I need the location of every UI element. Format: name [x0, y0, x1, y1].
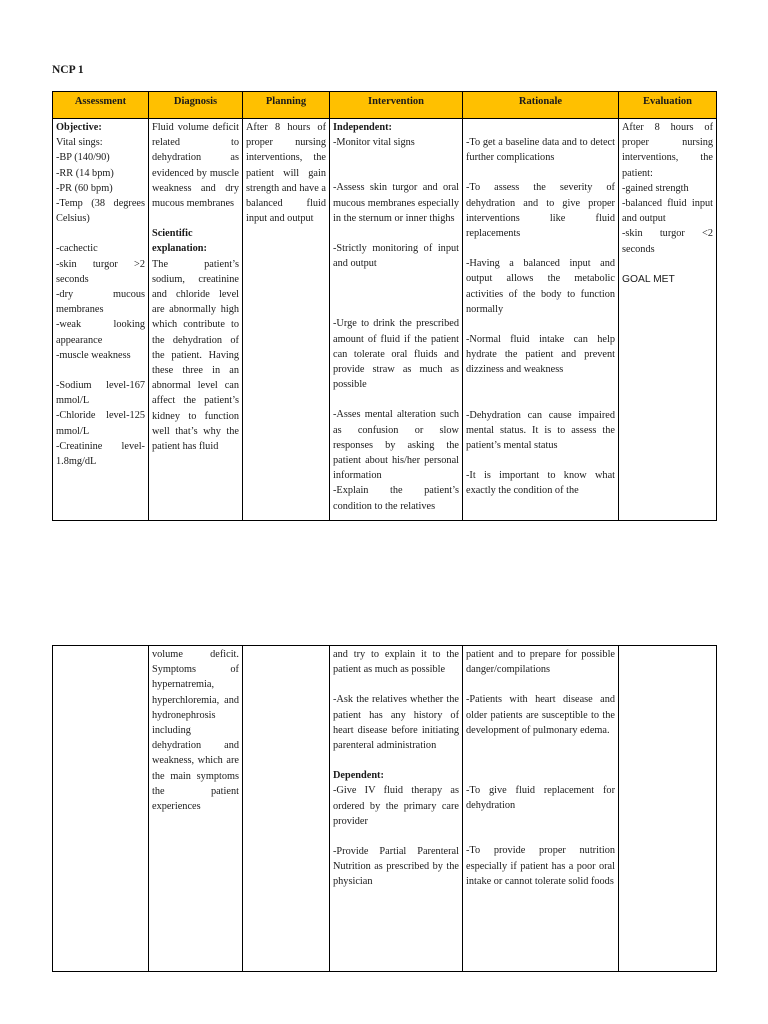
rationale-cell-continued: [463, 646, 619, 972]
scientific-explanation-text-continued: volume deficit. Symptoms of hypernatremia, hyperchloremia, and hydronephrosis including dehydration and weakness, which are the main symptoms the patient experiences: [152, 649, 239, 813]
evaluation-line: -gained strength: [622, 182, 689, 194]
rationale-item: -To provide proper nutrition especially if patient has a poor oral intake or cannot tolerate solid foods: [466, 845, 615, 887]
rationale-item: -To give fluid replacement for dehydration: [466, 785, 615, 812]
rationale-cell: [463, 119, 619, 521]
vital-signs-label: Vital sings:: [56, 137, 103, 149]
header-intervention: Intervention: [330, 92, 463, 119]
ncp-table-page-1: [52, 91, 717, 521]
assessment-cell: [53, 119, 149, 521]
header-diagnosis: Diagnosis: [149, 92, 243, 119]
assessment-line: -Sodium level-167 mmol/L: [56, 380, 145, 407]
rationale-item: -It is important to know what exactly the condition of the: [466, 470, 615, 497]
planning-cell: [243, 119, 330, 521]
rationale-item: -Normal fluid intake can help hydrate the patient and prevent dizziness and weakness: [466, 334, 615, 376]
rationale-item: -Having a balanced input and output allows the metabolic activities of the body to function normally: [466, 258, 615, 315]
diagnosis-text: Fluid volume deficit related to dehydration as evidenced by muscle weakness and dry mucous membranes: [152, 122, 239, 210]
evaluation-line: -skin turgor <2 seconds: [622, 228, 713, 255]
assessment-line: -RR (14 bpm): [56, 167, 114, 179]
rationale-item: -To get a baseline data and to detect further complications: [466, 137, 615, 164]
planning-cell-continued: [243, 646, 330, 972]
evaluation-cell-continued: [619, 646, 717, 972]
header-evaluation: Evaluation: [619, 92, 717, 119]
assessment-line: -weak looking appearance: [56, 319, 145, 346]
intervention-cell: [330, 119, 463, 521]
assessment-line: -muscle weakness: [56, 349, 131, 361]
intervention-item: -Explain the patient’s condition to the relatives: [333, 485, 459, 512]
assessment-line: -BP (140/90): [56, 152, 110, 164]
evaluation-intro: After 8 hours of proper nursing interventions, the patient:: [622, 122, 713, 179]
table-row: [53, 119, 717, 521]
evaluation-line: -balanced fluid input and output: [622, 198, 713, 225]
assessment-line: -Temp (38 degrees Celsius): [56, 198, 145, 225]
intervention-item: -Urge to drink the prescribed amount of fluid if the patient can tolerate oral fluids and provide straw as much as possible: [333, 318, 459, 391]
header-planning: Planning: [243, 92, 330, 119]
header-rationale: Rationale: [463, 92, 619, 119]
objective-heading: Objective:: [56, 122, 102, 133]
page-title: NCP 1: [52, 64, 84, 76]
dependent-heading: Dependent:: [333, 770, 384, 782]
intervention-item: -Monitor vital signs: [333, 137, 415, 149]
goal-met-text: GOAL MET: [622, 273, 675, 285]
scientific-explanation-heading: Scientific explanation:: [152, 228, 207, 255]
rationale-item: -Dehydration can cause impaired mental status. It is to assess the patient’s mental status: [466, 409, 615, 452]
rationale-item: -Patients with heart disease and older patients are susceptible to the development of pulmonary edema.: [466, 694, 615, 736]
rationale-item-continued: patient and to prepare for possible danger/compilations: [466, 649, 615, 676]
assessment-line: -PR (60 bpm): [56, 182, 113, 194]
header-assessment: Assessment: [53, 92, 149, 119]
intervention-cell-continued: [330, 646, 463, 972]
planning-text: After 8 hours of proper nursing interventions, the patient will gain strength and have a balanced fluid input and output: [246, 122, 326, 225]
intervention-item: -Assess skin turgor and oral mucous membranes especially in the sternum or inner thighs: [333, 182, 459, 224]
intervention-item-continued: and try to explain it to the patient as much as possible: [333, 649, 459, 676]
intervention-item: -Strictly monitoring of input and output: [333, 243, 459, 270]
intervention-item: -Provide Partial Parenteral Nutrition as prescribed by the physician: [333, 846, 459, 888]
assessment-line: -Chloride level-125 mmol/L: [56, 410, 145, 437]
assessment-cell-continued: [53, 646, 149, 972]
assessment-line: -skin turgor >2 seconds: [56, 258, 145, 285]
intervention-item: -Ask the relatives whether the patient has any history of heart disease before initiating parenteral administration: [333, 694, 459, 752]
table-row: [53, 646, 717, 972]
rationale-item: -To assess the severity of dehydration and to give proper interventions like fluid replacements: [466, 182, 615, 240]
assessment-line: -dry mucous membranes: [56, 289, 145, 316]
intervention-item: -Asses mental alteration such as confusion or slow responses by asking the patient about his/her personal information: [333, 409, 459, 482]
independent-heading: Independent:: [333, 122, 392, 133]
intervention-item: -Give IV fluid therapy as ordered by the primary care provider: [333, 785, 459, 827]
scientific-explanation-text: The patient’s sodium, creatinine and chloride level are abnormally high which contribute to the dehydration of the patient. Having these three in an abnormal level can affect the patient’s kidney to function well that’s why the patient has fluid: [152, 258, 239, 453]
ncp-table-page-2: [52, 645, 717, 972]
diagnosis-cell-continued: [149, 646, 243, 972]
header-row: [53, 92, 717, 119]
diagnosis-cell: [149, 119, 243, 521]
assessment-line: -Creatinine level-1.8mg/dL: [56, 440, 145, 468]
evaluation-cell: [619, 119, 717, 521]
assessment-line: -cachectic: [56, 243, 98, 255]
